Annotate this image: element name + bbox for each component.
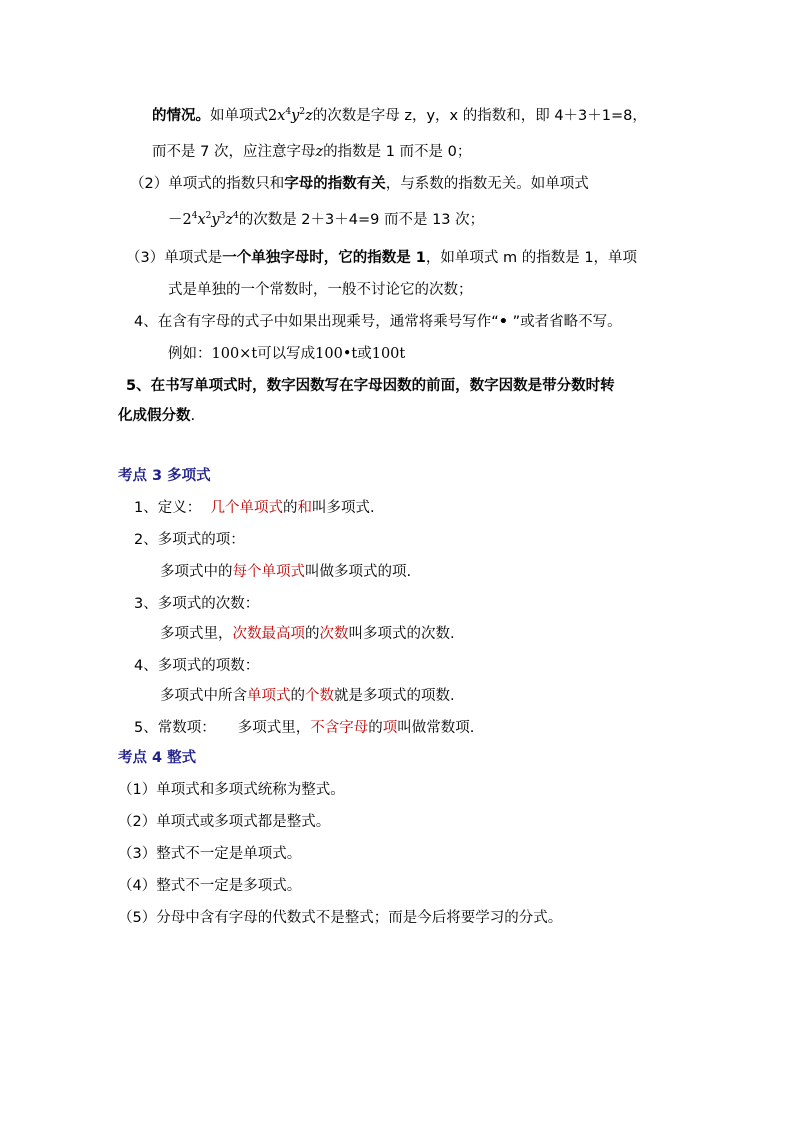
paragraph-line-7: 4、在含有字母的式子中如果出现乘号，通常将乘号写作“• ”或者省略不写。 <box>134 314 622 330</box>
item-constant-term: 5、常数项： 多项式里，不含字母的项叫做常数项. <box>134 720 475 736</box>
list-item: （2）单项式或多项式都是整式。 <box>118 814 331 830</box>
paragraph-line-5: （3）单项式是一个单独字母时，它的指数是 1，如单项式 m 的指数是 1，单项 <box>126 250 638 266</box>
paragraph-line-1 <box>152 106 647 126</box>
list-item: （1）单项式和多项式统称为整式。 <box>118 782 345 798</box>
text: 的次数是字母 z，y，x 的指数和，即 4＋3＋1=8， <box>312 108 647 124</box>
math-expr-3: 100t <box>371 346 406 362</box>
paragraph-line-4: $-2^4x^2y^3z^4$的次数是 2＋3＋4=9 而不是 13 次； <box>168 211 485 228</box>
item-heading-3: 3、多项式的次数： <box>134 596 260 612</box>
list-item: （3）整式不一定是单项式。 <box>118 846 302 862</box>
item-detail-2: 多项式中的每个单项式叫做多项式的项. <box>160 564 412 580</box>
math-expr-1: 100×t <box>211 346 258 362</box>
text: 如单项式 <box>210 108 268 124</box>
paragraph-line-9: 5、在书写单项式时，数字因数写在字母因数的前面，数字因数是带分数时转 <box>126 378 615 394</box>
math-monomial-2: $-2^4x^2y^3z^4$ <box>168 211 239 228</box>
multiplication-dot: • <box>498 314 509 330</box>
paragraph-line-3: （2）单项式的指数只和字母的指数有关，与系数的指数无关。如单项式 <box>130 176 589 192</box>
item-heading-2: 2、多项式的项： <box>134 532 245 548</box>
paragraph-line-6: 式是单独的一个常数时，一般不讨论它的次数； <box>168 282 473 298</box>
text: 的情况。 <box>152 108 210 124</box>
list-item: （5）分母中含有字母的代数式不是整式；而是今后将要学习的分式。 <box>118 910 563 926</box>
math-monomial-1: $2x^4y^2z$ <box>268 107 313 124</box>
item-detail-4: 多项式中所含单项式的个数就是多项式的项数. <box>160 688 455 704</box>
section-heading-4: 考点 4 整式 <box>118 750 197 766</box>
math-z: z <box>315 144 324 160</box>
list-item: （4）整式不一定是多项式。 <box>118 878 302 894</box>
math-expr-2: 100•t <box>315 346 358 362</box>
paragraph-line-10: 化成假分数. <box>118 408 196 424</box>
paragraph-line-2: 而不是 7 次，应注意字母z的指数是 1 而不是 0； <box>152 144 472 160</box>
item-heading-4: 4、多项式的项数： <box>134 658 260 674</box>
item-detail-3: 多项式里，次数最高项的次数叫多项式的次数. <box>160 626 455 642</box>
section-heading-3: 考点 3 多项式 <box>118 468 211 484</box>
paragraph-line-8: 例如：100×t可以写成100•t或100t <box>168 346 406 362</box>
definition-line: 1、定义： 几个单项式的和叫多项式. <box>134 500 375 516</box>
